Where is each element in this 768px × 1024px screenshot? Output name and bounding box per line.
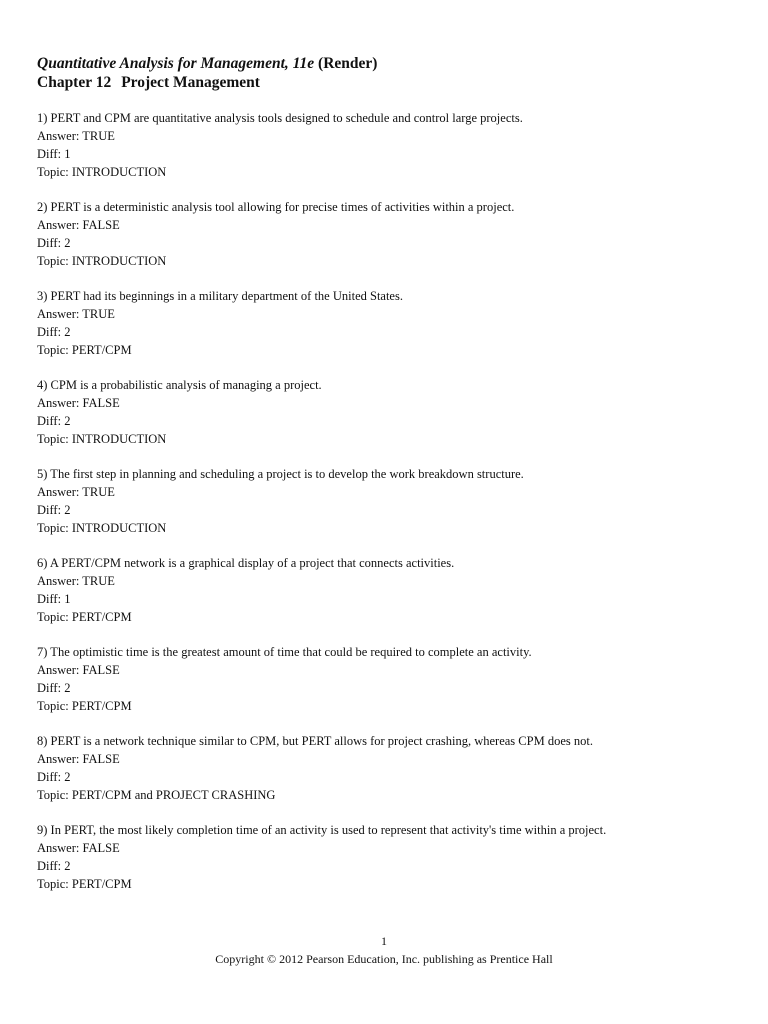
question-answer: Answer: FALSE [37,752,120,766]
question-topic: Topic: PERT/CPM [37,343,132,357]
question-list [37,109,738,893]
chapter-number: Chapter 12 [37,74,112,91]
question-item [37,732,738,804]
question-topic: Topic: INTRODUCTION [37,521,167,535]
question-topic: Topic: INTRODUCTION [37,254,167,268]
question-answer: Answer: FALSE [37,663,120,677]
question-answer: Answer: TRUE [37,574,115,588]
question-item [37,554,738,626]
question-answer: Answer: TRUE [37,307,115,321]
question-difficulty: Diff: 2 [37,414,71,428]
question-topic: Topic: PERT/CPM [37,610,132,624]
chapter-name: Project Management [121,74,260,91]
copyright-notice: Copyright © 2012 Pearson Education, Inc. publishing as Prentice Hall [215,952,553,966]
question-item [37,198,738,270]
question-answer: Answer: FALSE [37,396,120,410]
book-title: Quantitative Analysis for Management, 11e [37,55,315,72]
question-topic: Topic: INTRODUCTION [37,165,167,179]
question-difficulty: Diff: 2 [37,770,71,784]
question-text: 9) In PERT, the most likely completion time of an activity is used to represent that activity's time within a project. [37,823,607,837]
page-number: 1 [381,934,387,948]
question-text: 7) The optimistic time is the greatest amount of time that could be required to complete an activity. [37,645,532,659]
question-answer: Answer: TRUE [37,485,115,499]
question-difficulty: Diff: 2 [37,681,71,695]
question-topic: Topic: INTRODUCTION [37,432,167,446]
question-item [37,287,738,359]
question-difficulty: Diff: 2 [37,236,71,250]
question-topic: Topic: PERT/CPM [37,877,132,891]
question-item [37,821,738,893]
question-item [37,643,738,715]
question-text: 5) The first step in planning and scheduling a project is to develop the work breakdown structure. [37,467,524,481]
question-item [37,376,738,448]
question-difficulty: Diff: 2 [37,503,71,517]
question-topic: Topic: PERT/CPM [37,699,132,713]
question-text: 2) PERT is a deterministic analysis tool allowing for precise times of activities within a project. [37,200,515,214]
question-text: 6) A PERT/CPM network is a graphical display of a project that connects activities. [37,556,455,570]
question-difficulty: Diff: 2 [37,325,71,339]
question-item [37,465,738,537]
document-title [37,54,738,73]
question-difficulty: Diff: 1 [37,592,71,606]
question-text: 1) PERT and CPM are quantitative analysis tools designed to schedule and control large projects. [37,111,523,125]
chapter-heading [37,73,738,92]
question-answer: Answer: FALSE [37,841,120,855]
question-text: 3) PERT had its beginnings in a military department of the United States. [37,289,403,303]
question-answer: Answer: FALSE [37,218,120,232]
question-topic: Topic: PERT/CPM and PROJECT CRASHING [37,788,276,802]
page-footer [0,932,768,968]
question-text: 8) PERT is a network technique similar to CPM, but PERT allows for project crashing, whereas CPM does not. [37,734,593,748]
question-text: 4) CPM is a probabilistic analysis of managing a project. [37,378,322,392]
question-answer: Answer: TRUE [37,129,115,143]
question-difficulty: Diff: 1 [37,147,71,161]
question-difficulty: Diff: 2 [37,859,71,873]
question-item [37,109,738,181]
book-author: (Render) [318,55,378,72]
